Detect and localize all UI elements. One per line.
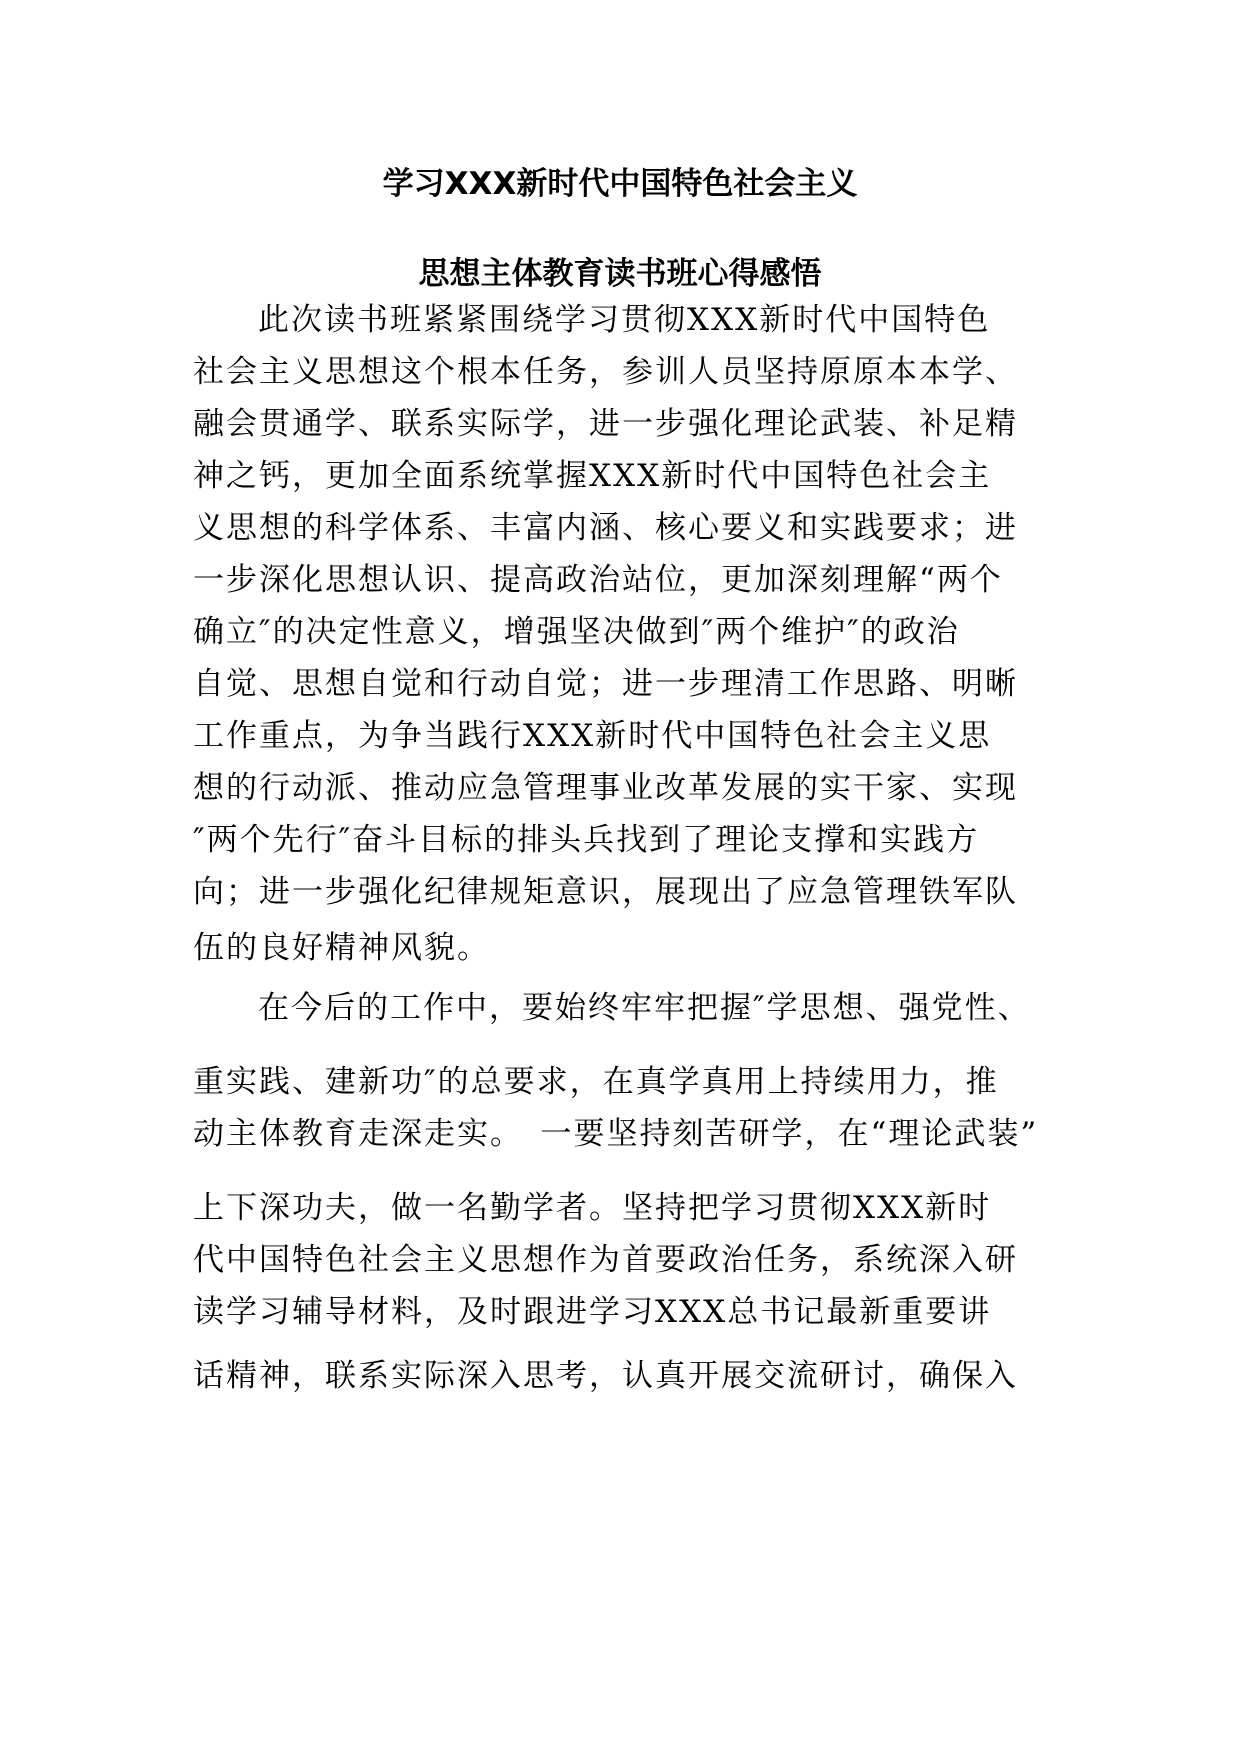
- paragraph-line: 自觉、思想自觉和行动自觉；进一步理清工作思路、明晰: [193, 666, 1018, 702]
- paragraph-line: 确立″的决定性意义，增强坚决做到″两个维护″的政治: [193, 614, 960, 650]
- paragraph-line: 义思想的科学体系、丰富内涵、核心要义和实践要求；进: [193, 510, 1018, 546]
- paragraph-line: 动主体教育走深走实。 一要坚持刻苦研学，在“理论武装”: [193, 1116, 1039, 1152]
- document-title-line-2: 思想主体教育读书班心得感悟: [418, 256, 822, 292]
- paragraph-line: 融会贯通学、联系实际学，进一步强化理论武装、补足精: [193, 406, 1018, 442]
- paragraph-line: 代中国特色社会主义思想作为首要政治任务，系统深入研: [193, 1242, 1018, 1278]
- paragraph-line: 此次读书班紧紧围绕学习贯彻XXX新时代中国特色: [258, 302, 991, 338]
- paragraph-line: 重实践、建新功″的总要求，在真学真用上持续用力，推: [193, 1064, 999, 1100]
- paragraph-line: 社会主义思想这个根本任务，参训人员坚持原原本本学、: [193, 354, 1018, 390]
- paragraph-line: 上下深功夫，做一名勤学者。坚持把学习贯彻XXX新时: [193, 1190, 992, 1226]
- paragraph-line: 想的行动派、推动应急管理事业改革发展的实干家、实现: [193, 770, 1018, 806]
- paragraph-line: 在今后的工作中，要始终牢牢把握″学思想、强党性、: [258, 990, 1031, 1026]
- paragraph-line: 一步深化思想认识、提高政治站位，更加深刻理解“两个: [193, 562, 1003, 598]
- paragraph-line: 向；进一步强化纪律规矩意识，展现出了应急管理铁军队: [193, 874, 1018, 910]
- paragraph-line: 话精神，联系实际深入思考，认真开展交流研讨，确保入: [193, 1358, 1018, 1394]
- paragraph-line: 工作重点，为争当践行XXX新时代中国特色社会主义思: [193, 718, 992, 754]
- paragraph-line: 读学习辅导材料，及时跟进学习XXX总书记最新重要讲: [193, 1294, 992, 1330]
- paragraph-line: 伍的良好精神风貌。: [193, 930, 490, 966]
- document-title-line-1: 学习XXX新时代中国特色社会主义: [382, 166, 858, 202]
- paragraph-line: 神之钙，更加全面系统掌握XXX新时代中国特色社会主: [193, 458, 992, 494]
- paragraph-line: ″两个先行″奋斗目标的排头兵找到了理论支撑和实践方: [193, 822, 980, 858]
